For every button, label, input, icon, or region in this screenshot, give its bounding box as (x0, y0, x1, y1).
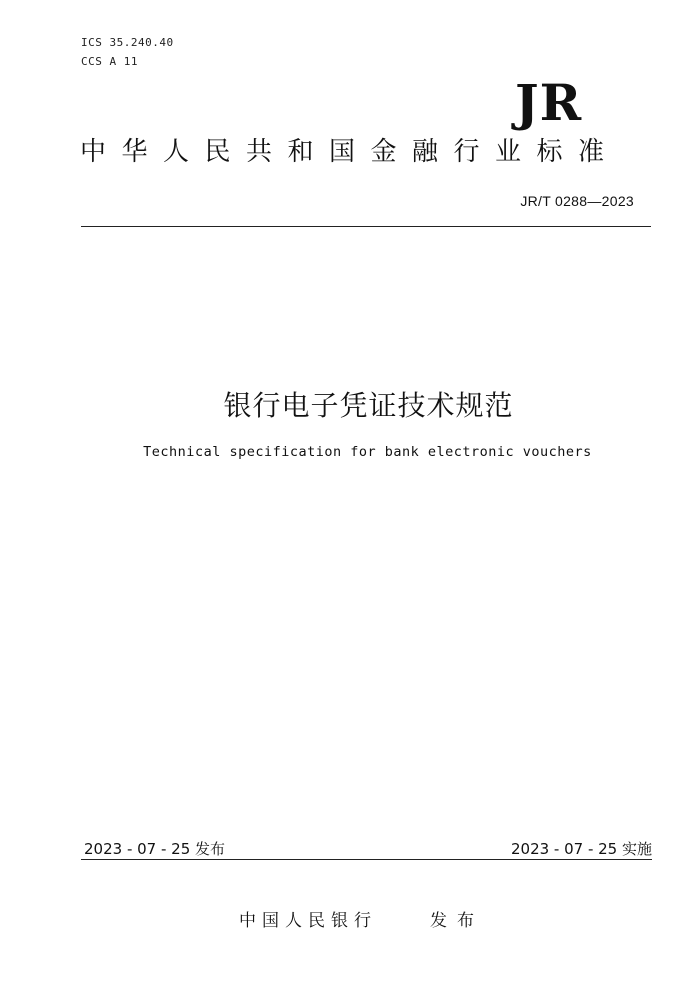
ics-code: ICS 35.240.40 (81, 36, 174, 49)
header-divider (81, 226, 651, 227)
issue-date: 2023 - 07 - 25 发布 (84, 840, 226, 858)
standard-number: JR/T 0288—2023 (520, 193, 634, 209)
jr-logo: JR (515, 73, 583, 132)
issue-label: 发布 (430, 911, 484, 931)
footer-divider (81, 859, 652, 860)
document-title-en: Technical specification for bank electronic vouchers (143, 444, 592, 460)
document-title-zh: 银行电子凭证技术规范 (223, 389, 514, 422)
standard-type-title: 中华人民共和国金融行业标准 (80, 137, 620, 167)
ccs-code: CCS A 11 (81, 55, 138, 68)
implement-date: 2023 - 07 - 25 实施 (510, 840, 652, 858)
issuer-name: 中国人民银行 (239, 911, 377, 931)
